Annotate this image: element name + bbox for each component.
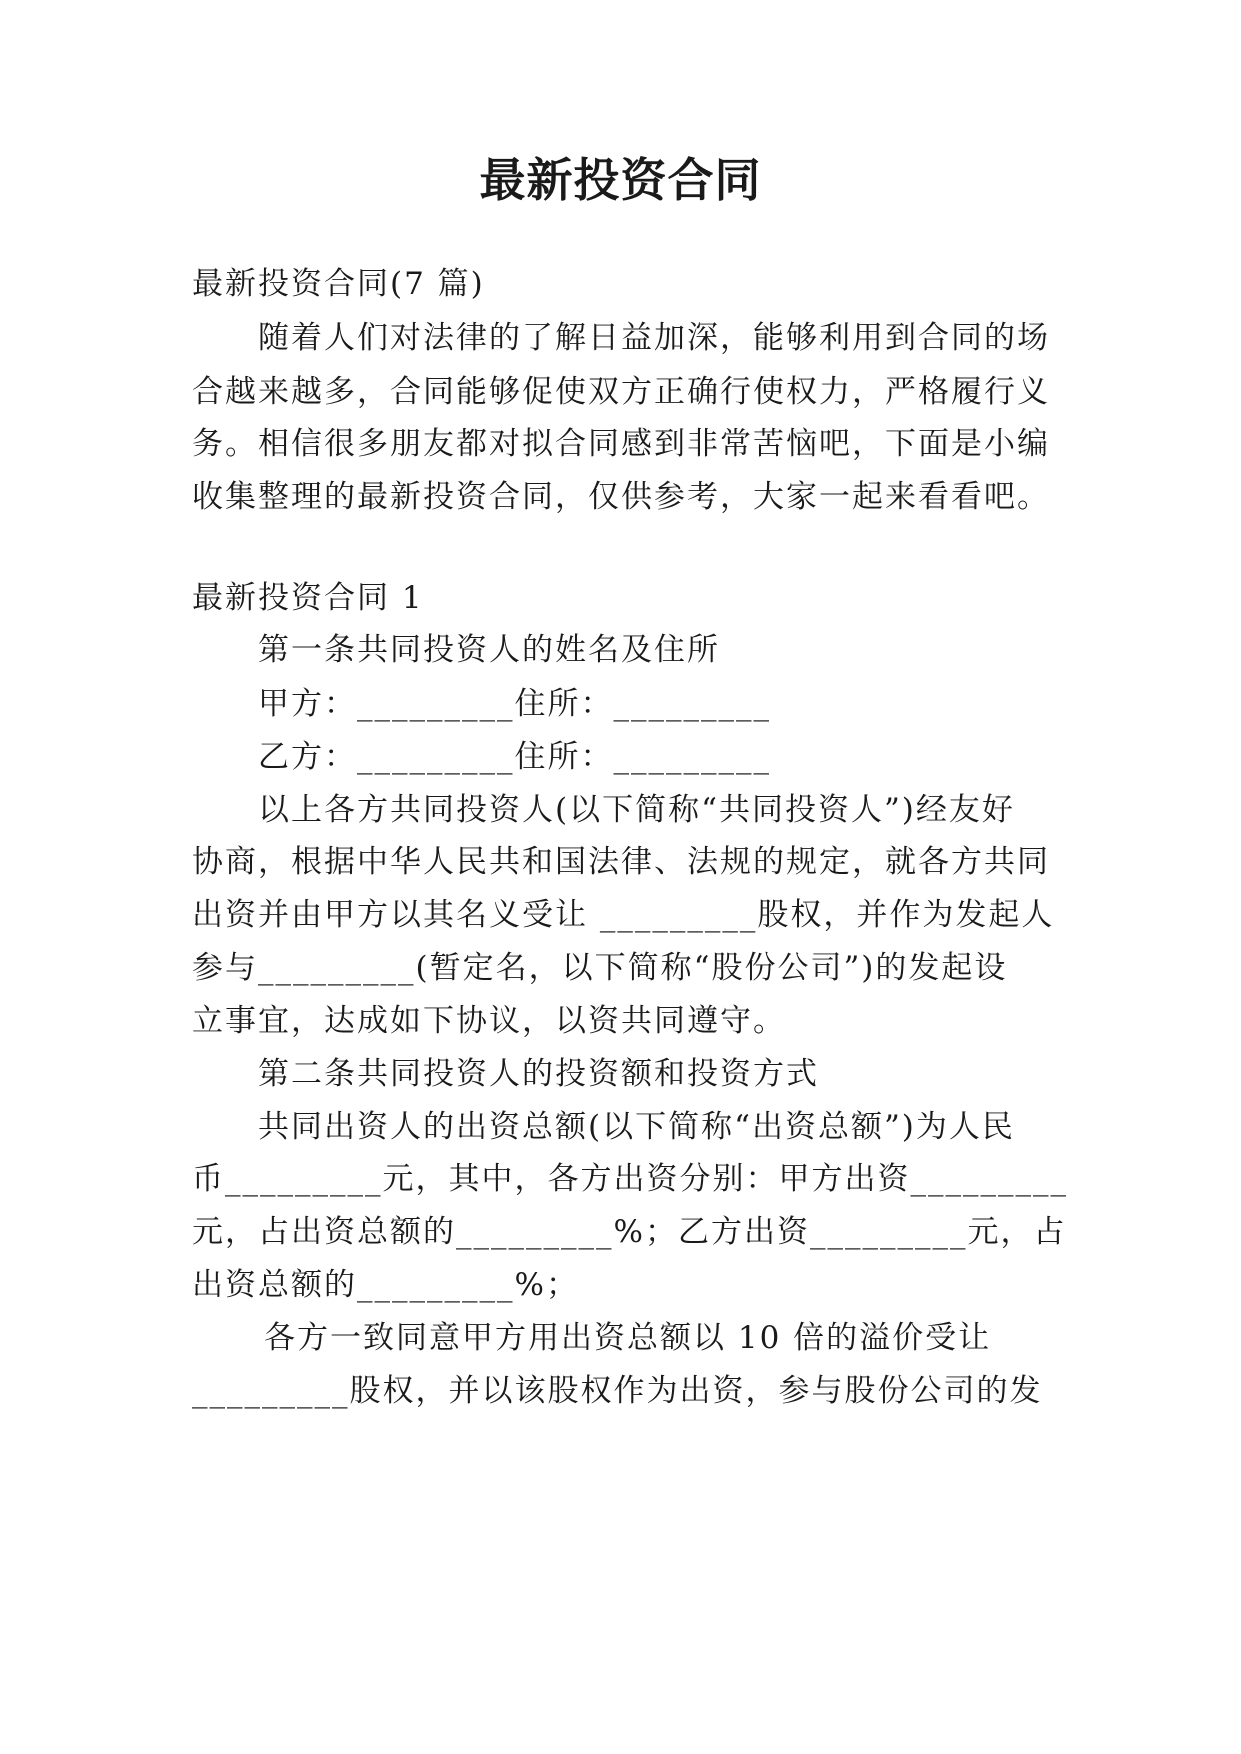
clause-1-line-2: 协商，根据中华人民共和国法律、法规的规定，就各方共同 bbox=[192, 844, 1050, 880]
intro-line-1: 随着人们对法律的了解日益加深，能够利用到合同的场 bbox=[258, 320, 1050, 356]
section-heading-1: 最新投资合同 1 bbox=[192, 580, 424, 616]
clause-2-line-2: 币_________元，其中，各方出资分别：甲方出资_________ bbox=[192, 1161, 1068, 1197]
clause-2-line-3: 元，占出资总额的_________%；乙方出资_________元，占 bbox=[192, 1214, 1067, 1250]
clause-2-line-5: 各方一致同意甲方用出资总额以 10 倍的溢价受让 bbox=[264, 1320, 992, 1356]
clause-1-line-1: 以上各方共同投资人(以下简称“共同投资人”)经友好 bbox=[258, 792, 1015, 828]
clause-1-line-3: 出资并由甲方以其名义受让 _________股权，并作为发起人 bbox=[192, 897, 1055, 933]
clause-1-line-5: 立事宜，达成如下协议，以资共同遵守。 bbox=[192, 1003, 786, 1039]
clause-1-line-4: 参与_________(暂定名，以下简称“股份公司”)的发起设 bbox=[192, 950, 1008, 986]
document-title: 最新投资合同 bbox=[479, 153, 762, 207]
clause-2-line-4: 出资总额的_________%； bbox=[192, 1267, 579, 1303]
subtitle-line: 最新投资合同(7 篇) bbox=[192, 266, 485, 302]
clause-2-line-6: _________股权，并以该股权作为出资，参与股份公司的发 bbox=[192, 1373, 1043, 1409]
party-b-line: 乙方：_________住所：_________ bbox=[258, 739, 771, 775]
intro-line-3: 务。相信很多朋友都对拟合同感到非常苦恼吧，下面是小编 bbox=[192, 426, 1050, 462]
intro-line-2: 合越来越多，合同能够促使双方正确行使权力，严格履行义 bbox=[192, 374, 1050, 410]
intro-line-4: 收集整理的最新投资合同，仅供参考，大家一起来看看吧。 bbox=[192, 479, 1050, 515]
party-a-line: 甲方：_________住所：_________ bbox=[258, 686, 771, 722]
clause-1-heading: 第一条共同投资人的姓名及住所 bbox=[258, 632, 720, 668]
clause-2-line-1: 共同出资人的出资总额(以下简称“出资总额”)为人民 bbox=[258, 1109, 1015, 1145]
clause-2-heading: 第二条共同投资人的投资额和投资方式 bbox=[258, 1056, 819, 1092]
